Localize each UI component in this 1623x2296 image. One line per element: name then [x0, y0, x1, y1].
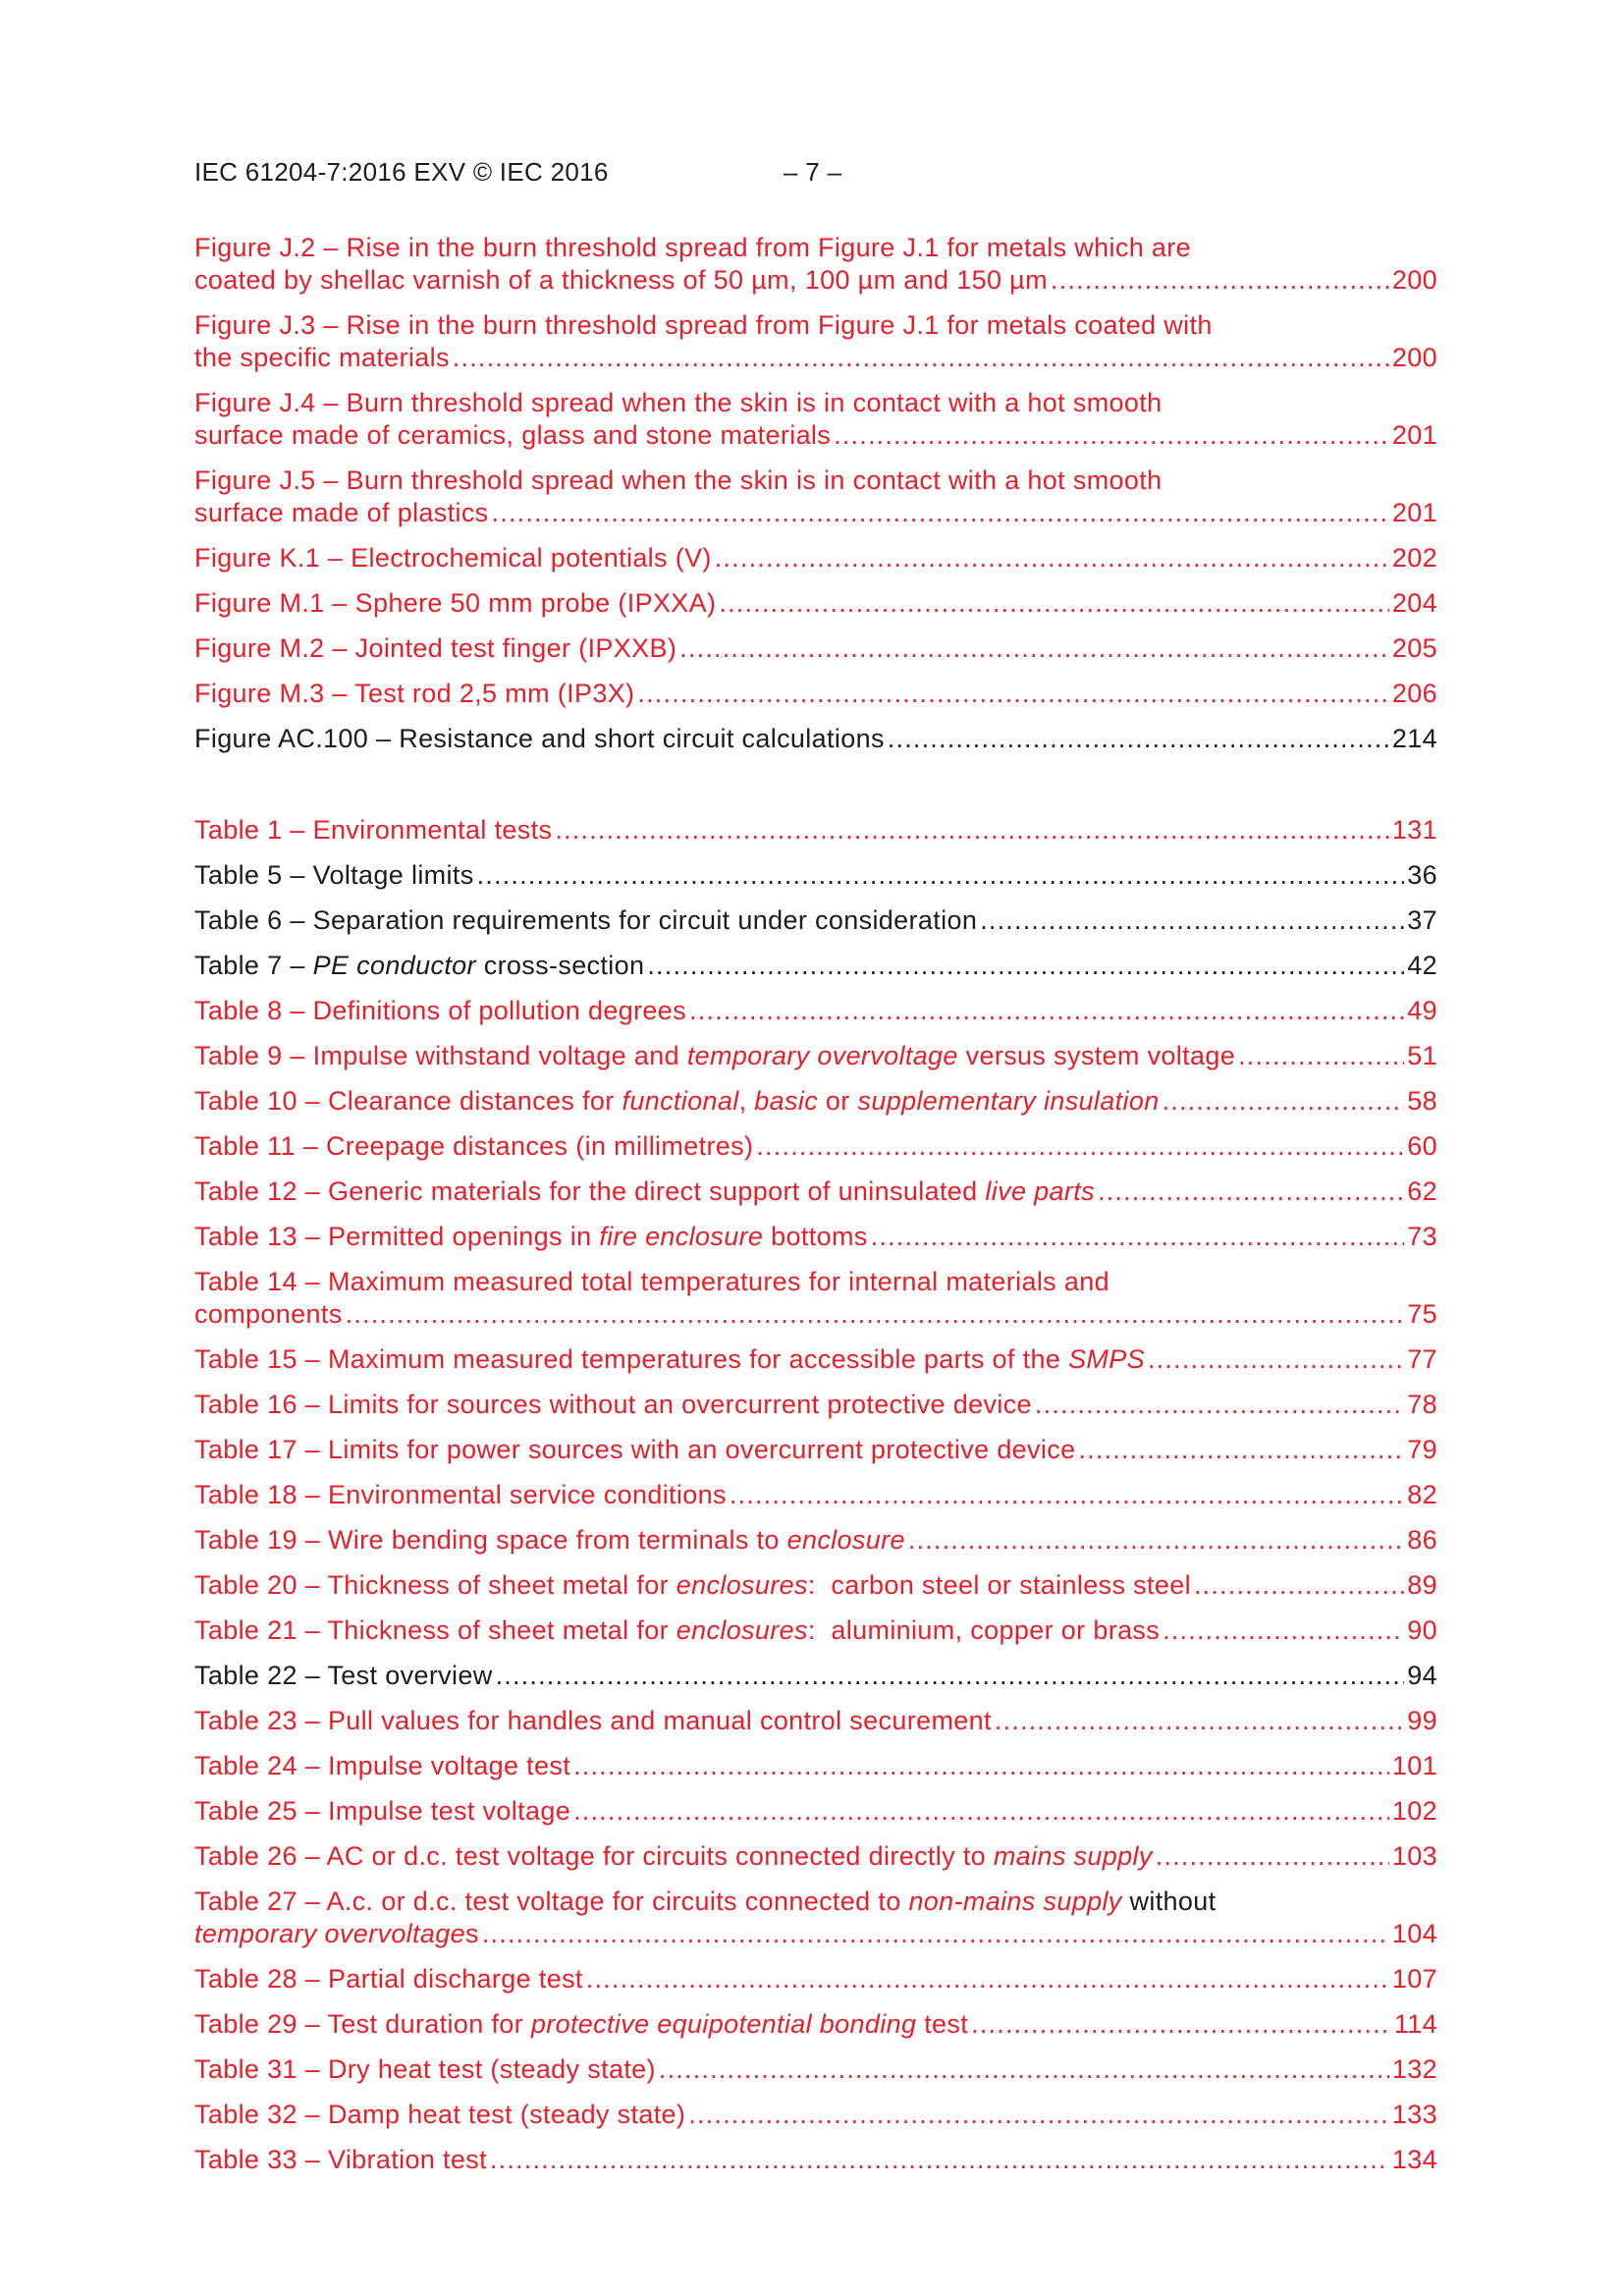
dot-leader [492, 497, 1389, 529]
table-of-contents [194, 232, 1437, 2189]
toc-entry-text: Table 19 – Wire bending space from terminals to enclosure [194, 1525, 905, 1555]
toc-entry-table-24[interactable] [194, 1750, 1437, 1782]
toc-page-number: 82 [1407, 1480, 1437, 1509]
toc-entry-figure-j2[interactable] [194, 232, 1437, 297]
toc-page-number: 62 [1407, 1176, 1437, 1206]
dot-leader [688, 2099, 1389, 2131]
toc-entry-table-14[interactable] [194, 1266, 1437, 1331]
dot-leader [586, 1963, 1389, 1995]
toc-entry-figure-m2[interactable] [194, 632, 1437, 665]
section-gap [194, 768, 1437, 814]
toc-entry-table-1[interactable] [194, 814, 1437, 847]
toc-entry-text: surface made of plastics [194, 498, 489, 527]
toc-page-number: 107 [1391, 1964, 1437, 1994]
toc-entry-table-25[interactable] [194, 1795, 1437, 1828]
toc-entry-text: surface made of ceramics, glass and stone materials [194, 420, 832, 450]
toc-entry-table-10[interactable] [194, 1085, 1437, 1118]
toc-entry-text: Table 28 – Partial discharge test [194, 1964, 583, 1994]
toc-page-number: 60 [1407, 1131, 1437, 1161]
dot-leader [715, 542, 1389, 574]
dot-leader [871, 1221, 1405, 1253]
toc-page-number: 37 [1407, 905, 1437, 935]
toc-entry-table-20[interactable] [194, 1569, 1437, 1602]
dot-leader [1194, 1569, 1404, 1602]
toc-entry-text: Figure AC.100 – Resistance and short circuit calculations [194, 724, 885, 753]
page-header [194, 157, 842, 188]
toc-page-number: 77 [1407, 1344, 1437, 1374]
toc-entry-table-28[interactable] [194, 1963, 1437, 1995]
toc-entry-text: the specific materials [194, 343, 450, 372]
dot-leader [971, 2008, 1391, 2041]
toc-entry-text: components [194, 1299, 343, 1329]
toc-page-number: 90 [1407, 1615, 1437, 1645]
toc-entry-text: Table 1 – Environmental tests [194, 815, 553, 845]
toc-entry-table-17[interactable] [194, 1434, 1437, 1466]
toc-page-number: 104 [1391, 1919, 1437, 1948]
toc-page-number: 131 [1391, 815, 1437, 845]
toc-entry-text: Table 22 – Test overview [194, 1661, 493, 1690]
dot-leader [1163, 1085, 1405, 1118]
toc-entry-figure-j5[interactable] [194, 465, 1437, 529]
dot-leader [1098, 1175, 1404, 1208]
toc-entry-text: Table 10 – Clearance distances for functional, basic or supplementary insulation [194, 1086, 1160, 1116]
dot-leader [477, 859, 1405, 892]
dot-leader [647, 950, 1404, 982]
toc-page-number: 200 [1391, 343, 1437, 372]
toc-entry-table-18[interactable] [194, 1479, 1437, 1511]
toc-page-number: 205 [1391, 633, 1437, 663]
toc-entry-text: Figure J.4 – Burn threshold spread when the skin is in contact with a hot smooth [194, 388, 1163, 417]
toc-entry-table-6[interactable] [194, 904, 1437, 937]
dot-leader [1148, 1343, 1404, 1376]
toc-entry-figure-m3[interactable] [194, 678, 1437, 710]
dot-leader [573, 1750, 1389, 1782]
standard-designation: IEC 61204-7:2016 EXV © IEC 2016 [194, 157, 609, 187]
toc-entry-table-27[interactable] [194, 1886, 1437, 1950]
toc-page-number: 75 [1407, 1299, 1437, 1329]
toc-entry-text: Table 7 – PE conductor cross-section [194, 951, 645, 980]
toc-page-number: 51 [1407, 1041, 1437, 1070]
dot-leader [1035, 1389, 1404, 1421]
toc-entry-text: Table 14 – Maximum measured total temperatures for internal materials and [194, 1267, 1109, 1296]
toc-entry-table-15[interactable] [194, 1343, 1437, 1376]
toc-entry-text: Table 33 – Vibration test [194, 2145, 487, 2174]
toc-page-number: 86 [1407, 1525, 1437, 1555]
dot-leader [637, 678, 1388, 710]
toc-entry-text: Table 17 – Limits for power sources with an overcurrent protective device [194, 1435, 1076, 1464]
toc-entry-text: Table 23 – Pull values for handles and manual control securement [194, 1706, 992, 1735]
toc-page-number: 73 [1407, 1222, 1437, 1251]
toc-entry-table-8[interactable] [194, 995, 1437, 1027]
toc-entry-text: Figure M.1 – Sphere 50 mm probe (IPXXA) [194, 588, 717, 618]
toc-page-number: 132 [1391, 2054, 1437, 2084]
toc-entry-text: Table 20 – Thickness of sheet metal for enclosures: carbon steel or stainless steel [194, 1570, 1191, 1600]
dot-leader [1163, 1614, 1404, 1647]
toc-entry-table-23[interactable] [194, 1705, 1437, 1737]
toc-entry-table-19[interactable] [194, 1524, 1437, 1557]
toc-page-number: 99 [1407, 1706, 1437, 1735]
toc-page-number: 206 [1391, 679, 1437, 708]
dot-leader [834, 419, 1389, 452]
toc-entry-table-11[interactable] [194, 1130, 1437, 1163]
toc-entry-text: Table 31 – Dry heat test (steady state) [194, 2054, 656, 2084]
toc-entry-table-7[interactable] [194, 950, 1437, 982]
toc-page-number: 49 [1407, 996, 1437, 1025]
toc-page-number: 200 [1391, 265, 1437, 295]
toc-entry-text: temporary overvoltages [194, 1919, 479, 1948]
toc-entry-text: Table 29 – Test duration for protective equipotential bonding test [194, 2009, 969, 2039]
toc-page-number: 79 [1407, 1435, 1437, 1464]
toc-entry-figure-m1[interactable] [194, 587, 1437, 620]
toc-entry-text: Table 8 – Definitions of pollution degrees [194, 996, 687, 1025]
toc-entry-text: Table 27 – A.c. or d.c. test voltage for circuits connected to non-mains supply without [194, 1886, 1217, 1916]
dot-leader [496, 1660, 1405, 1692]
toc-entry-figure-j4[interactable] [194, 387, 1437, 452]
toc-entry-table-32[interactable] [194, 2099, 1437, 2131]
dot-leader [1238, 1040, 1404, 1072]
toc-entry-table-13[interactable] [194, 1221, 1437, 1253]
toc-entry-text: Table 6 – Separation requirements for circuit under consideration [194, 905, 978, 935]
dot-leader [756, 1130, 1404, 1163]
toc-entry-table-12[interactable] [194, 1175, 1437, 1208]
toc-entry-text: Table 5 – Voltage limits [194, 860, 474, 890]
toc-entry-table-26[interactable] [194, 1840, 1437, 1873]
toc-entry-text: Table 21 – Thickness of sheet metal for enclosures: aluminium, copper or brass [194, 1615, 1161, 1645]
dot-leader [659, 2053, 1389, 2086]
toc-page-number: 201 [1391, 498, 1437, 527]
dot-leader [719, 587, 1389, 620]
toc-entry-text: Figure M.3 – Test rod 2,5 mm (IP3X) [194, 679, 635, 708]
toc-page-number: 36 [1407, 860, 1437, 890]
dot-leader [1156, 1840, 1389, 1873]
toc-entry-table-16[interactable] [194, 1389, 1437, 1421]
dot-leader [908, 1524, 1404, 1557]
toc-entry-text: Table 12 – Generic materials for the direct support of uninsulated live parts [194, 1176, 1095, 1206]
toc-entry-table-31[interactable] [194, 2053, 1437, 2086]
toc-entry-figure-k1[interactable] [194, 542, 1437, 574]
dot-leader [555, 814, 1389, 847]
toc-entry-table-33[interactable] [194, 2144, 1437, 2176]
toc-page-number: 58 [1407, 1086, 1437, 1116]
toc-page-number: 204 [1391, 588, 1437, 618]
toc-entry-text: coated by shellac varnish of a thickness of 50 µm, 100 µm and 150 µm [194, 265, 1048, 295]
dot-leader [888, 723, 1389, 755]
toc-entry-table-21[interactable] [194, 1614, 1437, 1647]
dot-leader [689, 995, 1404, 1027]
toc-entry-text: Figure K.1 – Electrochemical potentials (V) [194, 543, 712, 573]
toc-entry-table-29[interactable] [194, 2008, 1437, 2041]
toc-entry-text: Table 15 – Maximum measured temperatures for accessible parts of the SMPS [194, 1344, 1145, 1374]
toc-entry-text: Figure J.2 – Rise in the burn threshold spread from Figure J.1 for metals which are [194, 233, 1191, 262]
toc-entry-text: Table 9 – Impulse withstand voltage and temporary overvoltage versus system voltage [194, 1041, 1236, 1070]
toc-page-number: 89 [1407, 1570, 1437, 1600]
dot-leader [453, 342, 1389, 374]
toc-entry-table-22[interactable] [194, 1660, 1437, 1692]
dot-leader [730, 1479, 1404, 1511]
toc-page-number: 114 [1393, 2009, 1437, 2039]
toc-entry-figure-ac100[interactable] [194, 723, 1437, 755]
toc-page-number: 134 [1391, 2145, 1437, 2174]
toc-page-number: 102 [1391, 1796, 1437, 1826]
toc-entry-figure-j3[interactable] [194, 309, 1437, 374]
dot-leader [1078, 1434, 1404, 1466]
toc-page-number: 133 [1391, 2100, 1437, 2129]
toc-page-number: 42 [1407, 951, 1437, 980]
dot-leader [679, 632, 1389, 665]
toc-entry-text: Table 18 – Environmental service conditions [194, 1480, 727, 1509]
dot-leader [346, 1298, 1405, 1331]
dot-leader [995, 1705, 1404, 1737]
toc-page-number: 103 [1391, 1841, 1437, 1871]
toc-entry-text: Figure J.5 – Burn threshold spread when the skin is in contact with a hot smooth [194, 465, 1163, 495]
dot-leader [1051, 264, 1389, 297]
toc-entry-table-9[interactable] [194, 1040, 1437, 1072]
page-number: – 7 – [784, 157, 842, 187]
toc-page-number: 78 [1407, 1390, 1437, 1419]
dot-leader [490, 2144, 1389, 2176]
toc-entry-text: Table 11 – Creepage distances (in millimetres) [194, 1131, 754, 1161]
dot-leader [980, 904, 1404, 937]
toc-entry-text: Table 25 – Impulse test voltage [194, 1796, 571, 1826]
toc-page-number: 214 [1391, 724, 1437, 753]
toc-entry-text: Figure M.2 – Jointed test finger (IPXXB) [194, 633, 677, 663]
toc-entry-text: Table 32 – Damp heat test (steady state) [194, 2100, 686, 2129]
toc-entry-text: Table 13 – Permitted openings in fire enclosure bottoms [194, 1222, 868, 1251]
toc-page-number: 101 [1391, 1751, 1437, 1780]
toc-entry-text: Table 26 – AC or d.c. test voltage for circuits connected directly to mains supply [194, 1841, 1153, 1871]
toc-page-number: 94 [1407, 1661, 1437, 1690]
toc-entry-text: Figure J.3 – Rise in the burn threshold spread from Figure J.1 for metals coated with [194, 310, 1213, 340]
toc-page-number: 202 [1391, 543, 1437, 573]
dot-leader [482, 1918, 1389, 1950]
toc-entry-text: Table 16 – Limits for sources without an overcurrent protective device [194, 1390, 1032, 1419]
toc-entry-text: Table 24 – Impulse voltage test [194, 1751, 571, 1780]
dot-leader [573, 1795, 1389, 1828]
toc-entry-table-5[interactable] [194, 859, 1437, 892]
toc-page-number: 201 [1391, 420, 1437, 450]
